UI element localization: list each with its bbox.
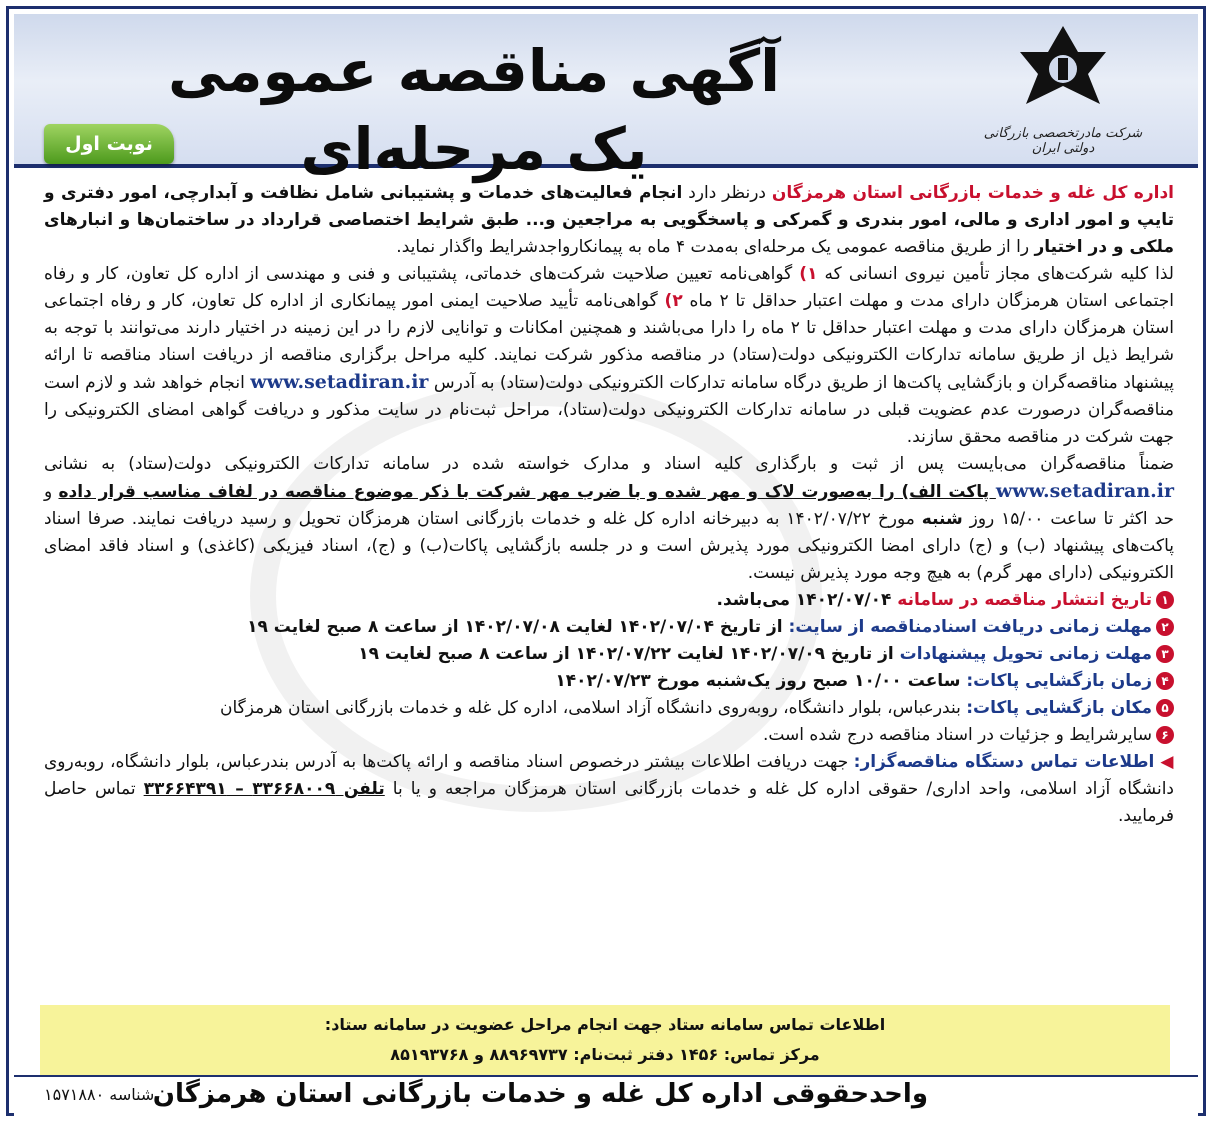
arrow-icon: ◀ [1160, 752, 1175, 772]
intro-paragraph: اداره کل غله و خدمات بازرگانی استان هرمزگان درنظر دارد انجام فعالیت‌های خدمات و پشتیبانی شامل نظافت و آبدارچی، امور دفتری و تایپ و امور اداری و مالی، امور بندری و گمرکی و پاسخگویی به مراجعین و... طبق شرایط اختصاصی قرارداد در ساختمان‌ها و انبارهای ملکی و در اختیار را از طریق مناقصه عمومی یک مرحله‌ای به‌مدت ۴ ماه به پیمانکارواجدشرایط واگذار نماید. [44, 183, 1175, 257]
submission-paragraph: ضمناً مناقصه‌گران می‌بایست پس از ثبت و بارگذاری کلیه اسناد و مدارک خواسته شده در سامانه تدارکات الکترونیکی دولت(ستاد) به نشانی www.setadiran.ir پاکت الف) را به‌صورت لاک و مهر شده و با ضرب مهر شرکت با ذکر موضوع مناقصه در لفاف مناسب قرار داده و حد اکثر تا ساعت ۱۵/۰۰ روز شنبه مورخ ۱۴۰۲/۰۷/۲۲ به دبیرخانه اداره کل غله و خدمات بازرگانی استان هرمزگان تحویل و رسید دریافت نمایند. صرفا اسناد پاکت‌های پیشنهاد (ب) و (ج) دارای امضا الکترونیکی مورد پذیرش است و در جلسه بازگشایی پاکات(ب) و (ج)، اسناد فیزیکی (کاغذی) و اسناد فاقد امضای الکترونیکی (دارای مهر گرم) به هیچ وجه مورد پذیرش نیست. [44, 454, 1174, 583]
setad-link-2[interactable]: www.setadiran.ir [995, 480, 1174, 502]
logo-icon [1018, 24, 1108, 119]
list-item: ۱تاریخ انتشار مناقصه در سامانه ۱۴۰۲/۰۷/۰۴ می‌باشد. [44, 587, 1174, 614]
list-item: ۵مکان بازگشایی پاکات: بندرعباس، بلوار دانشگاه، روبه‌روی دانشگاه آزاد اسلامی، اداره کل غله و خدمات بازرگانی استان هرمزگان [44, 695, 1174, 722]
contact-paragraph: ◀ اطلاعات تماس دستگاه مناقصه‌گزار: جهت دریافت اطلاعات بیشتر درخصوص اسناد مناقصه و ارائه پاکت‌ها به آدرس بندرعباس، بلوار دانشگاه، روبه‌روی دانشگاه آزاد اسلامی، واحد اداری/ حقوقی اداره کل غله و خدمات بازرگانی استان هرمزگان مراجعه و یا با تلفن ۳۳۶۶۸۰۰۹ – ۳۳۶۶۴۳۹۱ تماس حاصل فرمایید. [44, 752, 1175, 826]
logo [968, 24, 1158, 154]
footer [14, 1075, 1198, 1117]
ad-body [44, 180, 1174, 830]
header [14, 14, 1198, 183]
list-item: ۲مهلت زمانی دریافت اسنادمناقصه از سایت: از تاریخ ۱۴۰۲/۰۷/۰۴ لغایت ۱۴۰۲/۰۷/۰۸ از ساعت ۸ صبح لغایت ۱۹ [44, 614, 1174, 641]
list-item: ۴زمان بازگشایی پاکات: ساعت ۱۰/۰۰ صبح روز یک‌شنبه مورخ ۱۴۰۲/۰۷/۲۳ [44, 668, 1174, 695]
list-item: ۶سایرشرایط و جزئیات در اسناد مناقصه درج شده است. [44, 722, 1174, 749]
status-badge: نوبت اول [44, 124, 174, 164]
contact-phone: تلفن ۳۳۶۶۸۰۰۹ – ۳۳۶۶۴۳۹۱ [143, 779, 385, 799]
setad-box-line1: اطلاعات تماس سامانه ستاد جهت انجام مراحل عضویت در سامانه ستاد: [324, 1015, 886, 1034]
ad-id: شناسه ۱۵۷۱۸۸۰ [44, 1085, 155, 1104]
footer-title: واحدحقوقی اداره کل غله و خدمات بازرگانی استان هرمزگان [152, 1079, 928, 1109]
company-name: شرکت مادرتخصصی بازرگانی دولتی ایران [983, 126, 1143, 156]
list-item: ۳مهلت زمانی تحویل پیشنهادات از تاریخ ۱۴۰۲/۰۷/۰۹ لغایت ۱۴۰۲/۰۷/۲۲ از ساعت ۸ صبح لغایت ۱۹ [44, 641, 1174, 668]
setad-box-line2: مرکز تماس: ۱۴۵۶ دفتر ثبت‌نام: ۸۸۹۶۹۷۳۷ و ۸۵۱۹۳۷۶۸ [390, 1045, 820, 1064]
scope-text: انجام فعالیت‌های خدمات و پشتیبانی شامل نظافت و آبدارچی، امور دفتری و تایپ و امور اداری و مالی، امور بندری و گمرکی و پاسخگویی به مراجعین و... طبق شرایط اختصاصی قرارداد در ساختمان‌ها و انبارهای ملکی و در اختیار [44, 183, 1174, 257]
setad-contact-box [40, 1005, 1170, 1075]
requirements-paragraph: لذا کلیه شرکت‌های مجاز تأمین نیروی انسانی که ۱) گواهی‌نامه تعیین صلاحیت شرکت‌های خدماتی، پشتیبانی و فنی و مهندسی از اداره کل تعاون، کار و رفاه اجتماعی استان هرمزگان دارای مدت و مهلت اعتبار حداقل تا ۲ ماه ۲) گواهی‌نامه تأیید صلاحیت ایمنی امور پیمانکاری از اداره کل تعاون، کار و رفاه اجتماعی استان هرمزگان دارای مدت و مهلت اعتبار حداقل تا ۲ ماه را دارا می‌باشند و همچنین امکانات و توانایی لازم را در این زمینه در اختیار دارند می‌توانند با توجه به شرایط ذیل از طریق سامانه تدارکات الکترونیکی دولت(ستاد) در مناقصه مذکور شرکت نمایند. کلیه مراحل برگزاری مناقصه از دریافت اسناد مناقصه تا ارائه پیشنهاد مناقصه‌گران و بازگشایی پاکت‌ها از طریق درگاه سامانه تدارکات الکترونیکی دولت(ستاد) به آدرس www.setadiran.ir انجام خواهد شد و لازم است مناقصه‌گران درصورت عدم عضویت قبلی در سامانه تدارکات الکترونیکی دولت(ستاد)، مراحل ثبت‌نام در سایت مذکور و دریافت گواهی امضای الکترونیکی را جهت شرکت در مناقصه محقق سازند. [44, 264, 1174, 447]
org-name: اداره کل غله و خدمات بازرگانی استان هرمزگان [771, 183, 1175, 203]
page-title: آگهی مناقصه عمومی یک مرحله‌ای [167, 37, 781, 183]
setad-link[interactable]: www.setadiran.ir [250, 371, 429, 393]
